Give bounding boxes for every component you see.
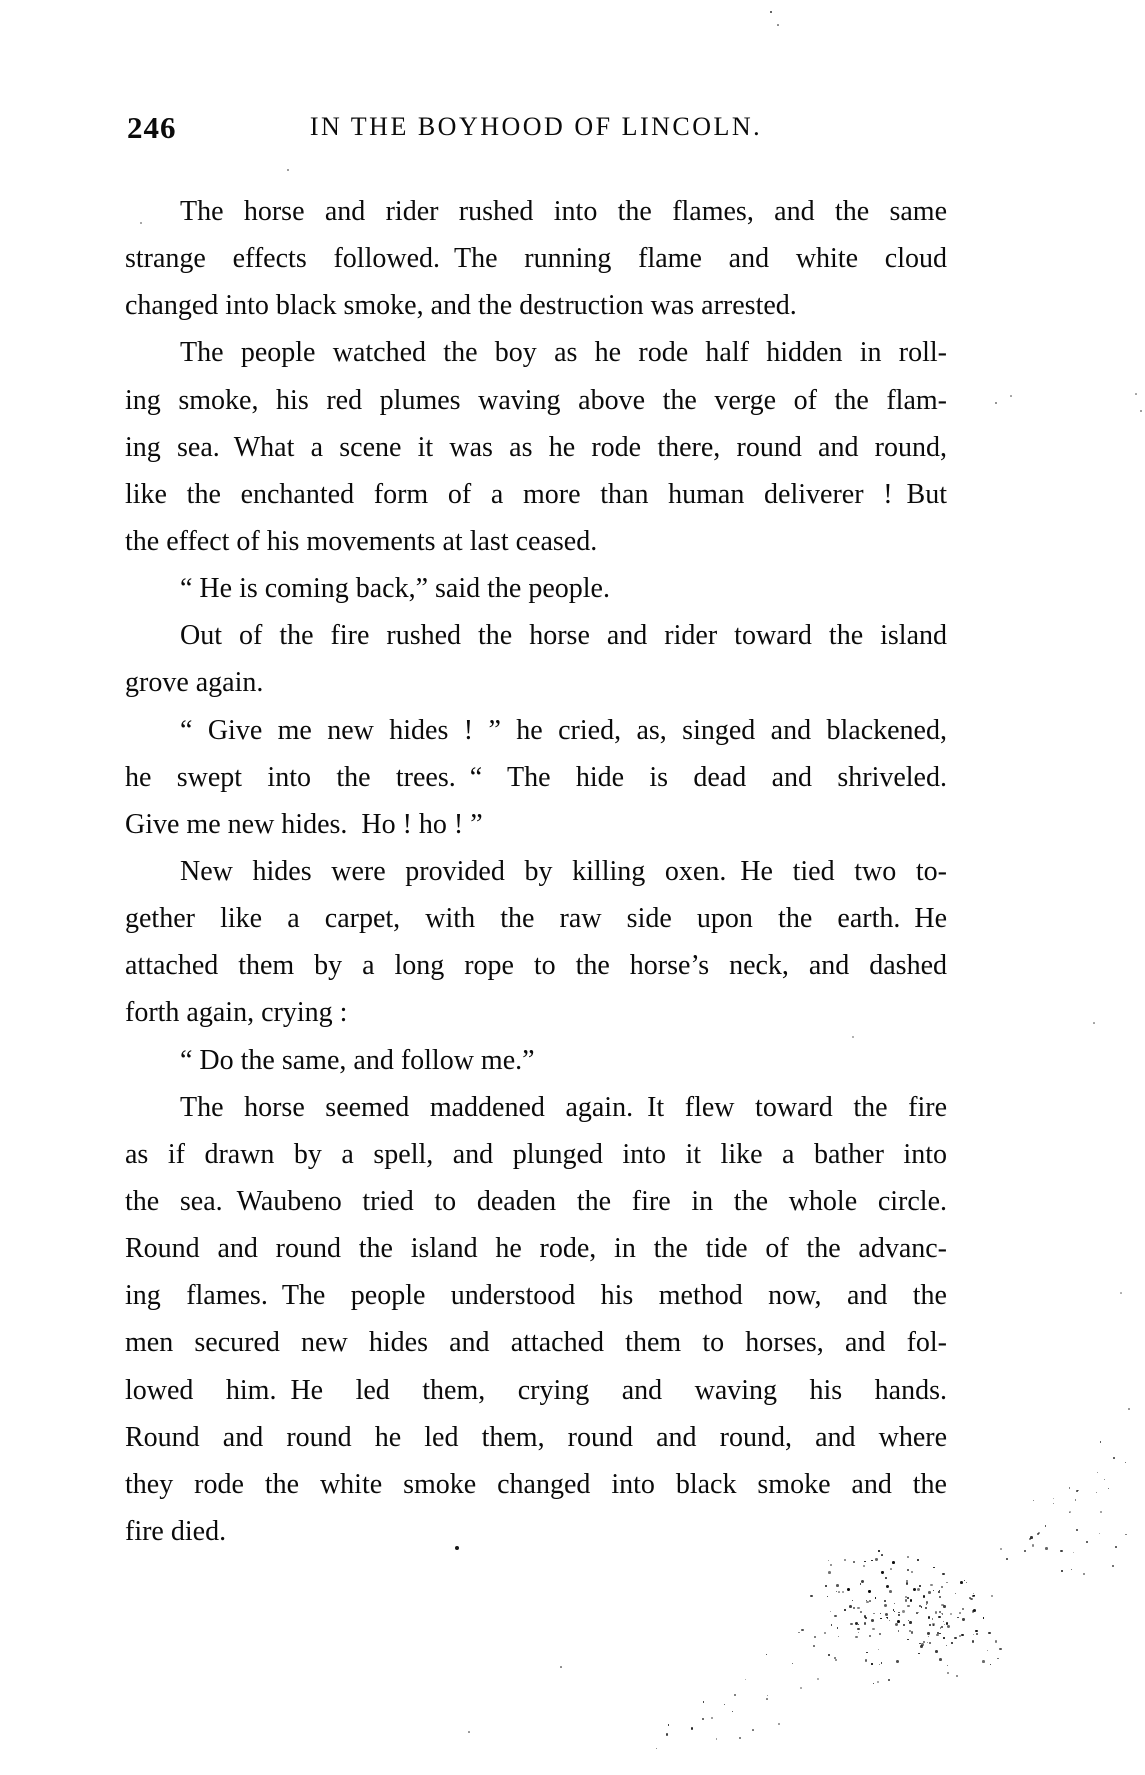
text-line: ing sea. What a scene it was as he rode there, round and round, bbox=[125, 431, 947, 463]
text-line: he swept into the trees. “ The hide is dead and shriveled. bbox=[125, 761, 947, 793]
text-line: The horse seemed maddened again. It flew toward the fire bbox=[180, 1091, 947, 1123]
text-line: “ Give me new hides ! ” he cried, as, singed and blackened, bbox=[180, 714, 947, 746]
text-line: men secured new hides and attached them to horses, and fol- bbox=[125, 1327, 947, 1359]
text-line: “ Do the same, and follow me.” bbox=[180, 1044, 535, 1076]
text-line: Out of the fire rushed the horse and rider toward the island bbox=[180, 620, 947, 652]
text-line: “ He is coming back,” said the people. bbox=[180, 573, 610, 605]
text-line: attached them by a long rope to the horse’s neck, and dashed bbox=[125, 950, 947, 982]
text-line: strange effects followed. The running flame and white cloud bbox=[125, 243, 947, 275]
text-line: Give me new hides. Ho ! ho ! ” bbox=[125, 808, 483, 840]
text-line: ing flames. The people understood his method now, and the bbox=[125, 1280, 947, 1312]
text-line: The horse and rider rushed into the flames, and the same bbox=[180, 196, 947, 227]
page-header bbox=[125, 108, 947, 150]
page-text bbox=[125, 188, 947, 1555]
text-line: changed into black smoke, and the destruction was arrested. bbox=[125, 290, 797, 322]
running-title: IN THE BOYHOOD OF LINCOLN. bbox=[309, 112, 763, 141]
text-line: the sea. Waubeno tried to deaden the fire in the whole circle. bbox=[125, 1185, 947, 1217]
text-line: Round and round the island he rode, in the tide of the advanc- bbox=[125, 1233, 947, 1265]
text-line: fire died. bbox=[125, 1515, 227, 1547]
text-line: gether like a carpet, with the raw side upon the earth. He bbox=[125, 903, 947, 935]
text-line: the effect of his movements at last ceased. bbox=[125, 525, 598, 557]
text-line: The people watched the boy as he rode half hidden in roll- bbox=[180, 337, 947, 369]
text-line: they rode the white smoke changed into black smoke and the bbox=[125, 1468, 947, 1500]
text-line: like the enchanted form of a more than human deliverer ! But bbox=[125, 478, 947, 510]
text-line: Round and round he led them, round and round, and where bbox=[125, 1421, 947, 1453]
text-line: as if drawn by a spell, and plunged into it like a bather into bbox=[125, 1138, 947, 1170]
page-number: 246 bbox=[127, 110, 177, 145]
text-line: ing smoke, his red plumes waving above the verge of the flam- bbox=[125, 384, 947, 416]
text-line: forth again, crying : bbox=[125, 997, 348, 1029]
text-line: grove again. bbox=[125, 667, 264, 699]
text-line: New hides were provided by killing oxen. He tied two to- bbox=[180, 855, 947, 887]
text-line: lowed him. He led them, crying and waving his hands. bbox=[125, 1374, 947, 1406]
